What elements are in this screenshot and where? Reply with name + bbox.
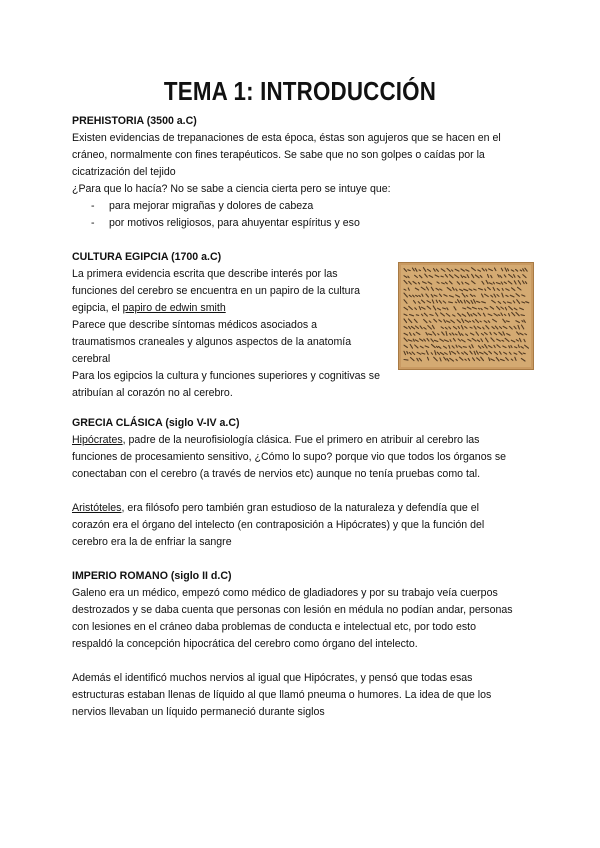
section-heading: PREHISTORIA (3500 a.C)	[72, 115, 197, 127]
text-line: corazón era el órgano del intelecto (en contraposición a Hipócrates) y que la función del	[72, 519, 485, 531]
papiro-link-text: papiro de edwin smith	[122, 302, 226, 314]
text-line: respaldó la concepción hipocrática del cerebro como órgano del intelecto.	[72, 638, 418, 650]
text-line: cicatrización del tejido	[72, 166, 176, 178]
text-line: nervios llevaban un líquido permaneció durante siglos	[72, 706, 325, 718]
papyrus-image	[398, 262, 534, 370]
hipocrates-name: Hipócrates	[72, 434, 123, 446]
text-line: atribuían al corazón no al cerebro.	[72, 387, 233, 399]
text-line: conectaban con el cerebro (a través de nervios etc) aunque no tenía pruebas como tal.	[72, 468, 481, 480]
text-line	[72, 500, 532, 517]
text-line: ¿Para que lo hacía? No se sabe a ciencia cierta pero se intuye que:	[72, 183, 391, 195]
text-fragment: , padre de la neurofisiología clásica. Fue el primero en atribuir al cerebro las	[122, 434, 480, 446]
text-line: funciones del cerebro se encuentra en un papiro de la cultura	[72, 285, 360, 297]
text-line: La primera evidencia escrita que describe interés por las	[72, 268, 338, 280]
text-line: cráneo, normalmente con fines terapéuticos. Se sabe que no son golpes o caídas por la	[72, 149, 485, 161]
section-heading: GRECIA CLÁSICA (siglo V-IV a.C)	[72, 417, 240, 429]
text-line: Galeno era un médico, empezó como médico de gladiadores y por su trabajo veía cuerpos	[72, 587, 498, 599]
text-line: con lesiones en el cráneo daba problemas de conducta e intelectual etc, por todo esto	[72, 621, 477, 633]
text-line: Parece que describe síntomas médicos asociados a	[72, 319, 317, 331]
papyrus-illustration	[398, 262, 534, 370]
page-title: TEMA 1: INTRODUCCIÓN	[163, 76, 437, 106]
section-grecia	[72, 415, 532, 551]
section-prehistoria	[72, 113, 532, 232]
list-item: - por motivos religiosos, para ahuyentar espíritus y eso	[72, 215, 532, 232]
text-line: Para los egipcios la cultura y funciones superiores y cognitivas se	[72, 370, 380, 382]
aristoteles-name: Aristóteles	[72, 502, 122, 514]
text-line: Además el identificó muchos nervios al igual que Hipócrates, y pensó que todas esas	[72, 672, 473, 684]
text-fragment: , era filósofo pero también gran estudioso de la naturaleza y defendía que el	[121, 502, 479, 514]
section-heading: CULTURA EGIPCIA (1700 a.C)	[72, 251, 222, 263]
bullet-list	[72, 198, 532, 232]
text-line: estructuras estaban llenas de líquido al que llamó pneuma o humores. La idea de que los	[72, 689, 492, 701]
section-roma	[72, 568, 532, 721]
text-line: Existen evidencias de trepanaciones de esta época, éstas son agujeros que se hacen en el	[72, 132, 501, 144]
list-item: - para mejorar migrañas y dolores de cabeza	[72, 198, 532, 215]
text-line: funciones de procesamiento sensitivo, ¿Cómo lo supo? porque vio que todos los órganos se	[72, 451, 507, 463]
section-heading: IMPERIO ROMANO (siglo II d.C)	[72, 570, 232, 582]
text-line: cerebral	[72, 353, 111, 365]
text-line: traumatismos craneales y algunos aspectos de la anatomía	[72, 336, 352, 348]
text-line	[72, 432, 532, 449]
text-line: destrozados y se daba cuenta que personas con lesión en médula no podían andar, personas	[72, 604, 513, 616]
text-line: cerebro era la de enfriar la sangre	[72, 536, 232, 548]
section-egipto	[72, 249, 402, 402]
text-line	[72, 300, 402, 317]
text-fragment: egipcia, el	[72, 302, 123, 314]
